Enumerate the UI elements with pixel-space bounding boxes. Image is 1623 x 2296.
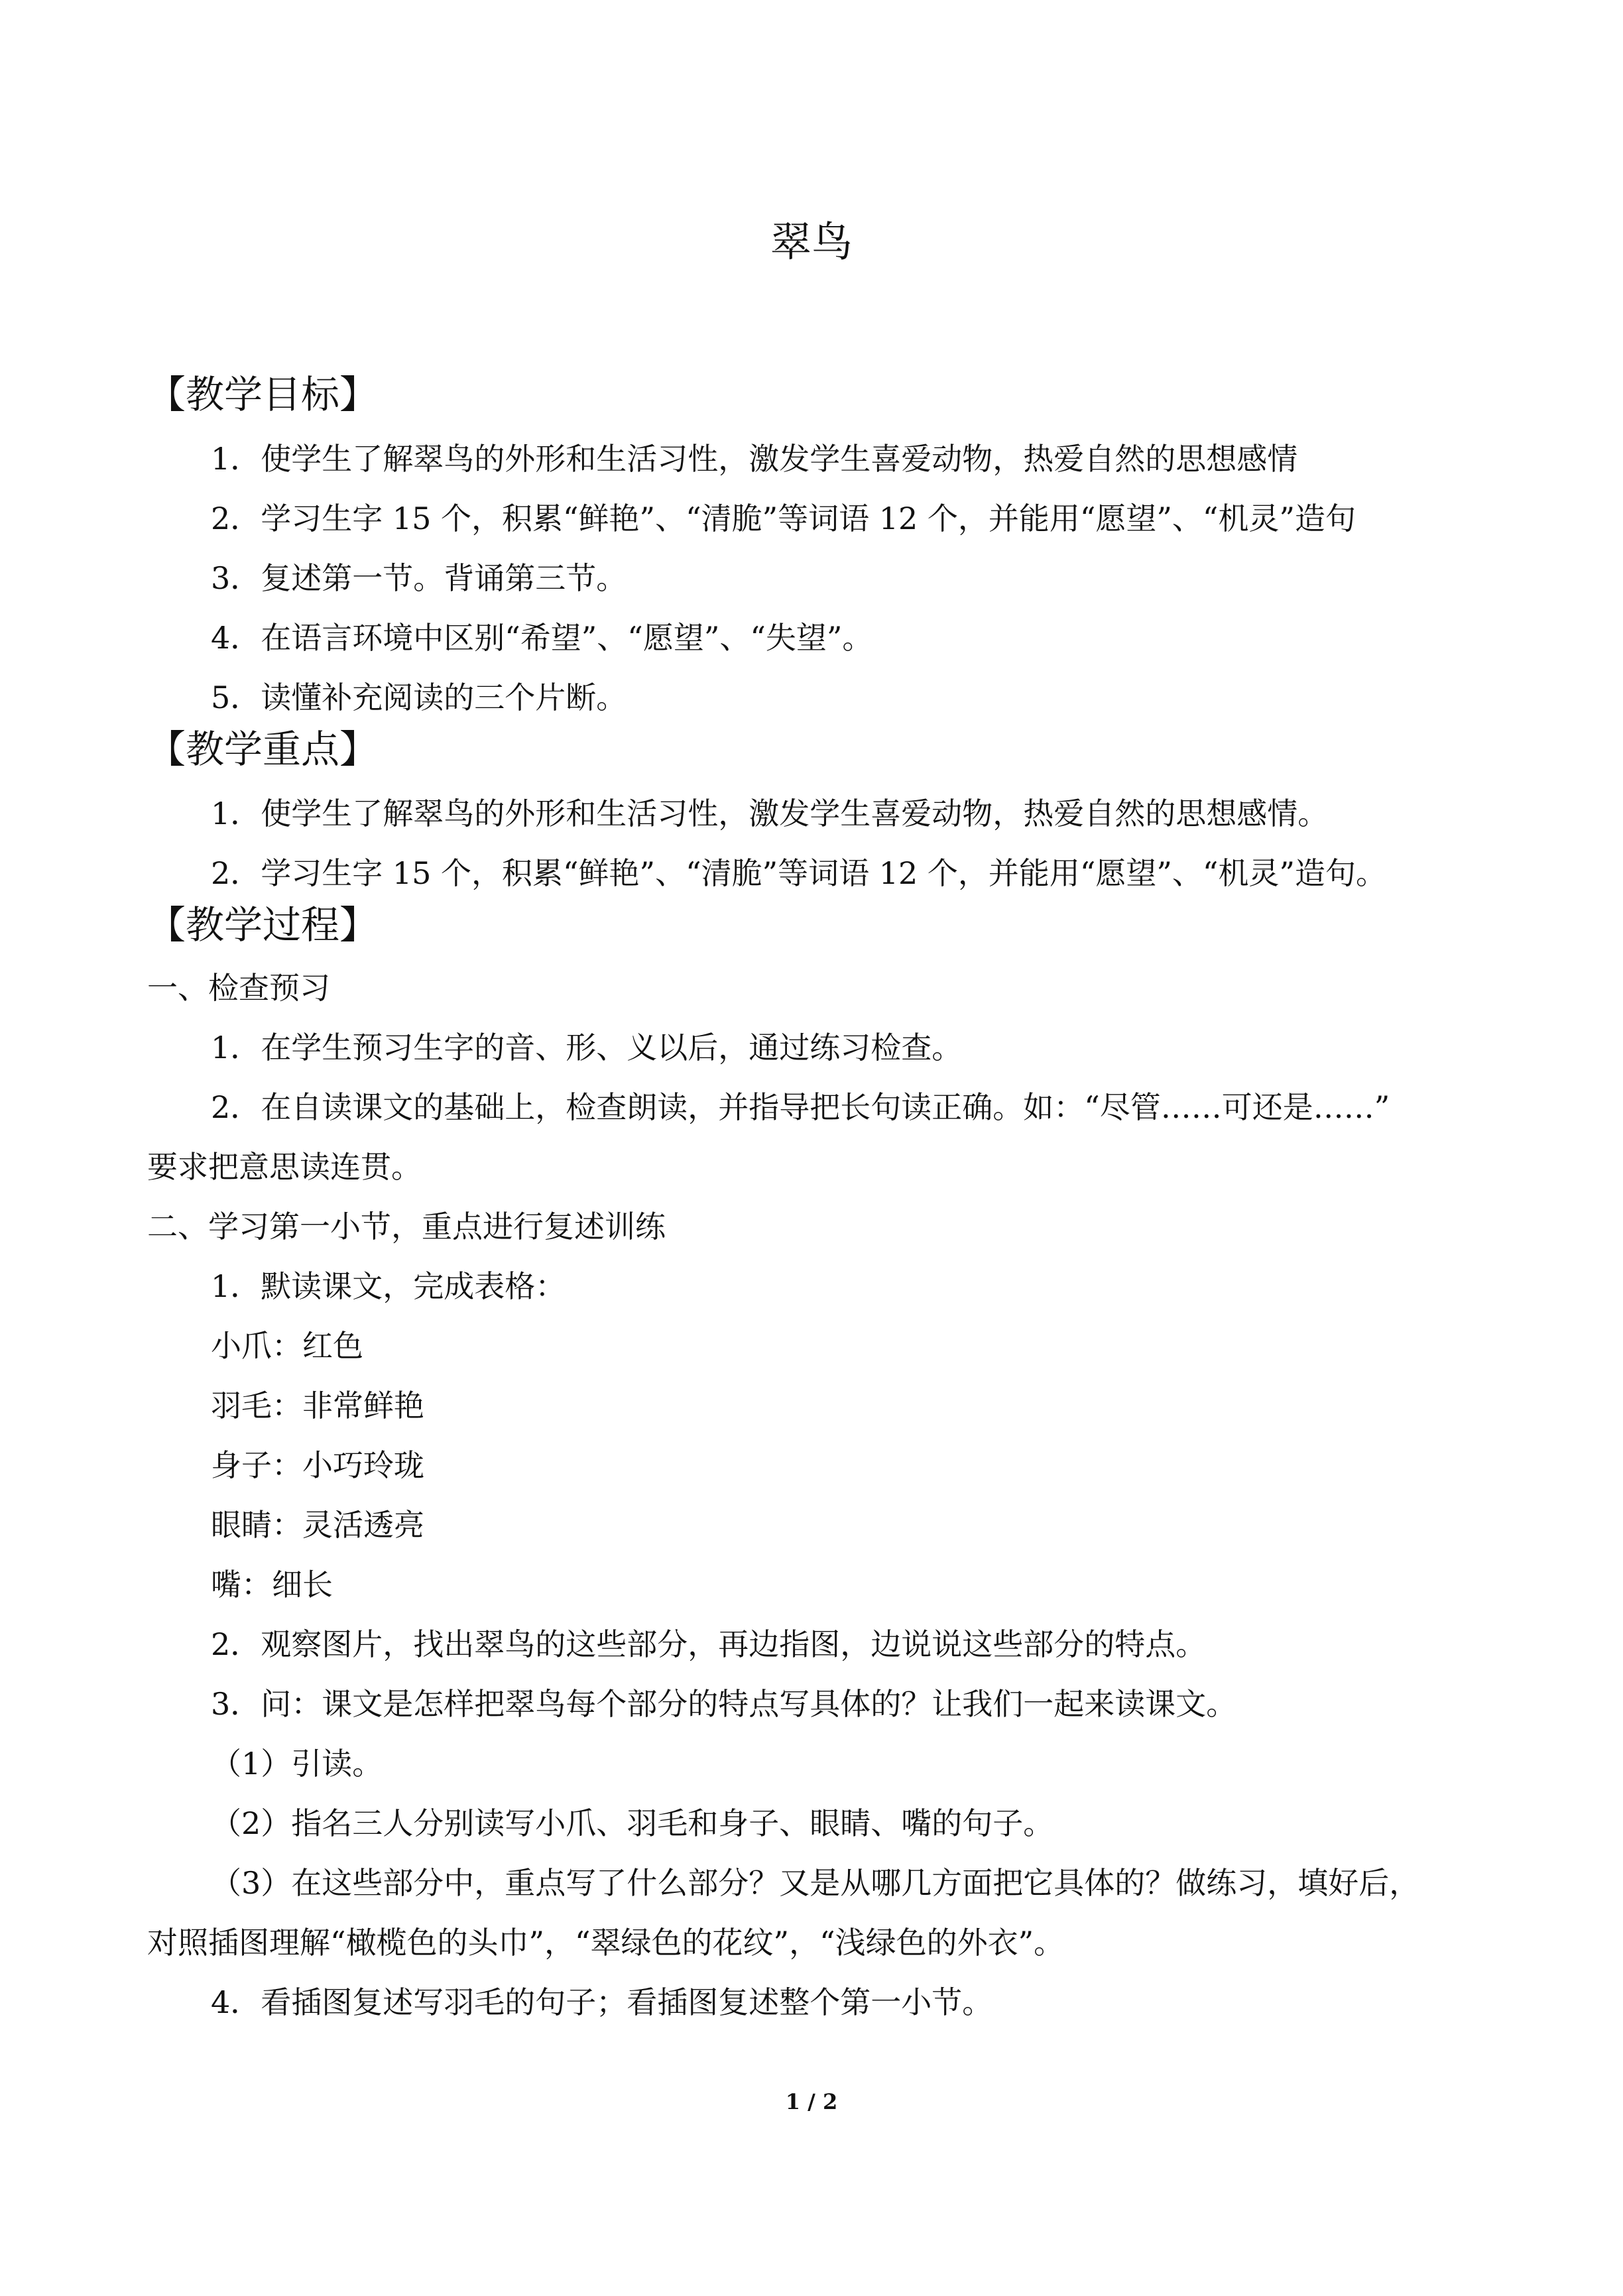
process-part1-title: 一、检查预习 xyxy=(147,970,330,1006)
process-subitem: （1）引读。 xyxy=(211,1746,383,1782)
key-point-item: 2．学习生字 15 个，积累“鲜艳”、“清脆”等词语 12 个，并能用“愿望”、“机灵”造句。 xyxy=(211,855,1386,891)
key-point-item: 1．使学生了解翠鸟的外形和生活习性，激发学生喜爱动物，热爱自然的思想感情。 xyxy=(211,796,1329,831)
process-subitem: （2）指名三人分别读写小爪、羽毛和身子、眼睛、嘴的句子。 xyxy=(211,1805,1054,1841)
goal-item: 4．在语言环境中区别“希望”、“愿望”、“失望”。 xyxy=(211,620,873,656)
table-entry: 身子：小巧玲珑 xyxy=(211,1447,424,1483)
goal-item: 5．读懂补充阅读的三个片断。 xyxy=(211,680,627,715)
process-item: 2．观察图片，找出翠鸟的这些部分，再边指图，边说说这些部分的特点。 xyxy=(211,1626,1207,1662)
goal-item: 2．学习生字 15 个，积累“鲜艳”、“清脆”等词语 12 个，并能用“愿望”、“机灵”造句 xyxy=(211,501,1356,536)
process-subitem-continued: 对照插图理解“橄榄色的头巾”，“翠绿色的花纹”，“浅绿色的外衣”。 xyxy=(147,1925,1065,1961)
section-heading-process: 【教学过程】 xyxy=(147,902,379,947)
process-part2-title: 二、学习第一小节，重点进行复述训练 xyxy=(147,1209,666,1244)
table-entry: 小爪：红色 xyxy=(211,1328,363,1364)
process-item: 1．默读课文，完成表格： xyxy=(211,1268,566,1304)
process-item: 1．在学生预习生字的音、形、义以后，通过练习检查。 xyxy=(211,1030,963,1065)
table-entry: 嘴：细长 xyxy=(211,1567,333,1602)
table-entry: 眼睛：灵活透亮 xyxy=(211,1507,424,1543)
process-item: 2．在自读课文的基础上，检查朗读，并指导把长句读正确。如：“尽管……可还是……” xyxy=(211,1089,1390,1125)
goal-item: 1．使学生了解翠鸟的外形和生活习性，激发学生喜爱动物，热爱自然的思想感情 xyxy=(211,441,1298,477)
page-number: 1 / 2 xyxy=(785,2089,838,2114)
process-subitem: （3）在这些部分中，重点写了什么部分？又是从哪几方面把它具体的？做练习，填好后， xyxy=(211,1865,1420,1901)
process-item-continued: 要求把意思读连贯。 xyxy=(147,1149,422,1185)
section-heading-goals: 【教学目标】 xyxy=(147,372,379,417)
process-item: 4．看插图复述写羽毛的句子；看插图复述整个第一小节。 xyxy=(211,1984,993,2020)
section-heading-key-points: 【教学重点】 xyxy=(147,727,379,772)
document-title: 翠鸟 xyxy=(770,217,853,266)
goal-item: 3．复述第一节。背诵第三节。 xyxy=(211,560,627,596)
table-entry: 羽毛：非常鲜艳 xyxy=(211,1388,424,1423)
process-item: 3．问：课文是怎样把翠鸟每个部分的特点写具体的？让我们一起来读课文。 xyxy=(211,1686,1237,1722)
